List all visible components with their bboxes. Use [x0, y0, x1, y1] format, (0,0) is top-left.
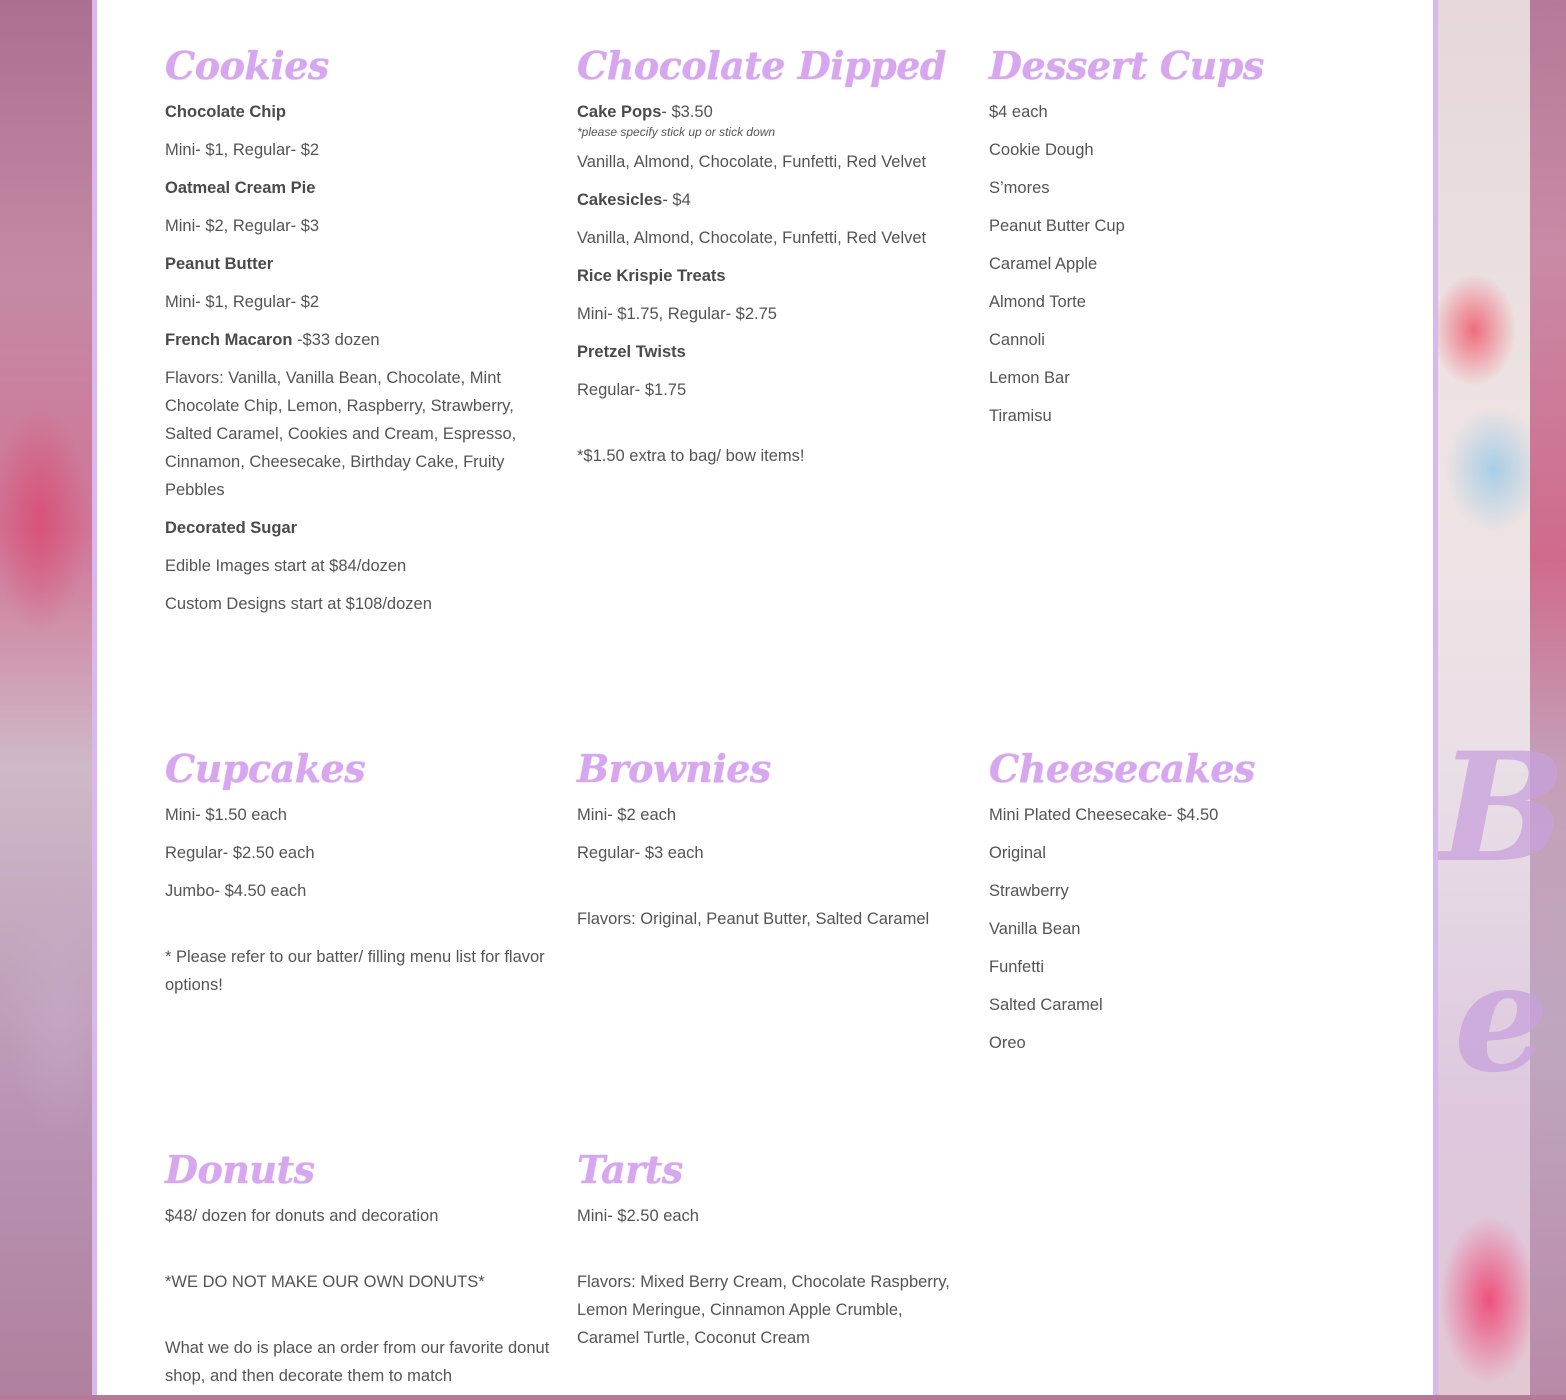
menu-item: [577, 186, 962, 214]
list-item: S’mores: [989, 179, 1050, 197]
background-decoration: e: [1454, 930, 1550, 1106]
item-name: Decorated Sugar: [165, 519, 298, 537]
list-item: Almond Torte: [989, 293, 1086, 311]
section-donuts: [165, 1144, 550, 1400]
menu-item: [577, 338, 962, 366]
menu-item-price: $4 each: [989, 103, 1048, 121]
section-dessert-cups: [989, 40, 1374, 440]
list-item: Oreo: [989, 1034, 1026, 1052]
section-title: Brownies: [577, 746, 771, 791]
background-decoration: B: [1439, 720, 1566, 896]
menu-item-price: Mini- $2, Regular- $3: [165, 217, 320, 235]
list-item: Caramel Apple: [989, 255, 1098, 273]
section-cheesecakes: [989, 743, 1374, 1067]
menu-item-flavors: Vanilla, Almond, Chocolate, Funfetti, Red Velvet: [577, 153, 927, 171]
background-left: [0, 0, 95, 1395]
menu-item-price: Mini- $1.75, Regular- $2.75: [577, 305, 777, 323]
menu-item-price: Jumbo- $4.50 each: [165, 882, 307, 900]
list-item: Cannoli: [989, 331, 1045, 349]
menu-item: [165, 174, 550, 202]
menu-item: [165, 250, 550, 278]
section-brownies: [577, 743, 962, 943]
section-title: Cheesecakes: [989, 746, 1255, 791]
menu-item: [165, 514, 550, 542]
menu-item: [577, 98, 962, 126]
item-name: Oatmeal Cream Pie: [165, 179, 316, 197]
menu-item-price: Mini- $2 each: [577, 806, 677, 824]
section-title: Cookies: [165, 43, 329, 88]
menu-item-price: $48/ dozen for donuts and decoration: [165, 1207, 439, 1225]
menu-item-price: Custom Designs start at $108/dozen: [165, 595, 432, 613]
section-title: Tarts: [577, 1147, 683, 1192]
list-item: Peanut Butter Cup: [989, 217, 1125, 235]
menu-item-price: Regular- $1.75: [577, 381, 687, 399]
section-title: Dessert Cups: [989, 43, 1264, 88]
list-item: Cookie Dough: [989, 141, 1094, 159]
item-price: -$33 dozen: [292, 331, 380, 349]
item-name: Cakesicles: [577, 191, 663, 209]
item-name: Cake Pops: [577, 103, 662, 121]
menu-item-price: Mini- $2.50 each: [577, 1207, 699, 1225]
item-note: *please specify stick up or stick down: [577, 125, 776, 139]
menu-item: [577, 262, 962, 290]
item-name: Peanut Butter: [165, 255, 274, 273]
menu-item-price: Mini Plated Cheesecake- $4.50: [989, 806, 1219, 824]
section-cookies: [165, 40, 550, 628]
section-title: Chocolate Dipped: [577, 43, 946, 88]
menu-item-price: Mini- $1.50 each: [165, 806, 287, 824]
item-price: - $4: [662, 191, 691, 209]
menu-item-flavors: Flavors: Vanilla, Vanilla Bean, Chocolate, Mint Chocolate Chip, Lemon, Raspberry, Strawberry, Salted Caramel, Cookies and Cream, Espresso, Cinnamon, Cheesecake, Birthday Cake, Fruity Pebbles: [165, 369, 517, 499]
list-item: Lemon Bar: [989, 369, 1070, 387]
list-item: Tiramisu: [989, 407, 1052, 425]
menu-note: * Please refer to our batter/ filling menu list for flavor options!: [165, 948, 545, 994]
list-item: Strawberry: [989, 882, 1069, 900]
menu-panel: [92, 0, 1438, 1395]
item-name: Chocolate Chip: [165, 103, 287, 121]
menu-item-price: Regular- $2.50 each: [165, 844, 315, 862]
section-chocolate-dipped: [577, 40, 962, 480]
menu-item: [165, 98, 550, 126]
item-price: - $3.50: [661, 103, 713, 121]
menu-item-price: Regular- $3 each: [577, 844, 704, 862]
menu-item-flavors: Flavors: Original, Peanut Butter, Salted Caramel: [577, 910, 930, 928]
list-item: Funfetti: [989, 958, 1045, 976]
section-tarts: [577, 1144, 962, 1362]
item-name: Rice Krispie Treats: [577, 267, 726, 285]
menu-item-flavors: Vanilla, Almond, Chocolate, Funfetti, Red Velvet: [577, 229, 927, 247]
menu-note: *$1.50 extra to bag/ bow items!: [577, 447, 805, 465]
menu-item-price: Mini- $1, Regular- $2: [165, 141, 320, 159]
menu-item: [165, 326, 550, 354]
menu-item-price: Edible Images start at $84/dozen: [165, 557, 407, 575]
item-name: French Macaron: [165, 331, 293, 349]
list-item: Salted Caramel: [989, 996, 1103, 1014]
menu-item-flavors: Flavors: Mixed Berry Cream, Chocolate Raspberry, Lemon Meringue, Cinnamon Apple Crumble, Caramel Turtle, Coconut Cream: [577, 1273, 950, 1347]
list-item: Vanilla Bean: [989, 920, 1081, 938]
menu-note: *WE DO NOT MAKE OUR OWN DONUTS*: [165, 1273, 485, 1291]
section-title: Cupcakes: [165, 746, 366, 791]
menu-item-price: Mini- $1, Regular- $2: [165, 293, 320, 311]
list-item: Original: [989, 844, 1046, 862]
menu-description: What we do is place an order from our favorite donut shop, and then decorate them to match: [165, 1339, 550, 1385]
section-cupcakes: [165, 743, 550, 1009]
background-right: [1434, 0, 1566, 1395]
section-title: Donuts: [165, 1147, 315, 1192]
item-name: Pretzel Twists: [577, 343, 686, 361]
